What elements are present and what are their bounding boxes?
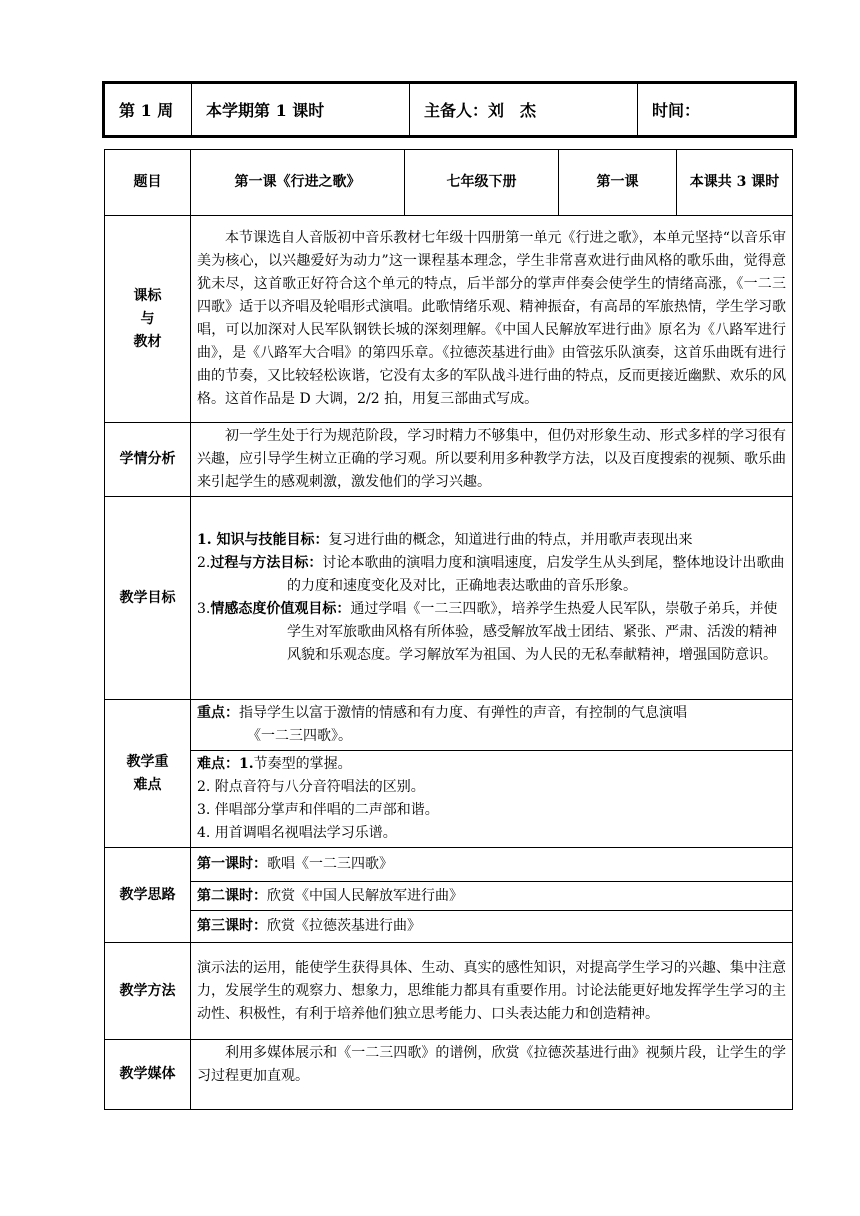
curriculum-row — [105, 216, 793, 423]
thinking-row-3 — [105, 911, 793, 943]
thinking-label: 教学思路 — [105, 848, 191, 943]
goal-1: 1. 知识与技能目标：复习进行曲的概念，知道进行曲的特点，并用歌声表现出来 — [197, 532, 693, 548]
analysis-row — [105, 423, 793, 497]
goals-content — [191, 497, 793, 700]
topic-title: 第一课《行进之歌》 — [191, 150, 405, 216]
keypoint-row — [105, 700, 793, 751]
preparer-cell: 主备人：刘 杰 — [410, 83, 638, 137]
time-cell: 时间： — [638, 83, 796, 137]
thinking-lesson-3: 第三课时：欣赏《拉德茨基进行曲》 — [191, 911, 793, 943]
curriculum-label: 课标 与 教材 — [105, 216, 191, 423]
topic-lesson: 第一课 — [559, 150, 677, 216]
goals-label: 教学目标 — [105, 497, 191, 700]
curriculum-text: 本节课选自人音版初中音乐教材七年级十四册第一单元《行进之歌》，本单元坚持“以音乐审美为核心，以兴趣爱好为动力”这一课程基本理念，学生非常喜欢进行曲风格的歌乐曲，觉得意犹未尽，这首歌正好符合这个单元的特点，后半部分的掌声伴奏会使学生的情绪高涨，《一二三四歌》适于以齐唱及轮唱形式演唱。此歌情绪乐观、精神振奋，有高昂的军旅热情，学生学习歌唱，可以加深对人民军队钢铁长城的深刻理解。《中国人民解放军进行曲》原名为《八路军进行曲》，是《八路军大合唱》的第四乐章。《拉德茨基进行曲》由管弦乐队演奏，这首乐曲既有进行曲的节奏，又比较轻松诙谐，它没有太多的军队战斗进行曲的特点，反而更接近幽默、欢乐的风格。这首作品是 D 大调，2/2 拍，用复三部曲式写成。 — [191, 216, 793, 423]
methods-label: 教学方法 — [105, 943, 191, 1040]
methods-text: 演示法的运用，能使学生获得具体、生动、真实的感性知识，对提高学生学习的兴趣、集中注意力，发展学生的观察力、想象力，思维能力都具有重要作用。讨论法能更好地发挥学生学习的主动性、积极性，有利于培养他们独立思考能力、口头表达能力和创造精神。 — [191, 943, 793, 1040]
week-cell: 第 1 周 — [104, 83, 192, 137]
analysis-label: 学情分析 — [105, 423, 191, 497]
methods-row — [105, 943, 793, 1040]
topic-grade: 七年级下册 — [405, 150, 559, 216]
thinking-lesson-1: 第一课时：歌唱《一二三四歌》 — [191, 848, 793, 882]
topic-total: 本课共 3 课时 — [677, 150, 793, 216]
difficulty-row — [105, 751, 793, 848]
topic-label: 题目 — [105, 150, 191, 216]
goal-2: 2.过程与方法目标：讨论本歌曲的演唱力度和演唱速度，启发学生从头到尾，整体地设计出歌曲的力度和速度变化及对比，正确地表达歌曲的音乐形象。 — [197, 555, 785, 594]
header-table — [102, 81, 794, 138]
goals-row — [105, 497, 793, 700]
media-row — [105, 1040, 793, 1110]
thinking-row-2 — [105, 882, 793, 911]
topic-row — [105, 150, 793, 216]
difficulty-content: 难点：1.节奏型的掌握。 2. 附点音符与八分音符唱法的区别。 3. 伴唱部分掌声和伴唱的二声部和谐。 4. 用首调唱名视唱法学习乐谱。 — [191, 751, 793, 848]
thinking-lesson-2: 第二课时：欣赏《中国人民解放军进行曲》 — [191, 882, 793, 911]
lesson-number-cell: 本学期第 1 课时 — [192, 83, 410, 137]
lesson-plan-table — [104, 149, 792, 1110]
keypoint-content: 重点：指导学生以富于激情的情感和有力度、有弹性的声音，有控制的气息演唱 《一二三四歌》。 — [191, 700, 793, 751]
media-text: 利用多媒体展示和《一二三四歌》的谱例，欣赏《拉德茨基进行曲》视频片段，让学生的学习过程更加直观。 — [191, 1040, 793, 1110]
keypoints-label: 教学重 难点 — [105, 700, 191, 848]
thinking-row-1 — [105, 848, 793, 882]
analysis-text: 初一学生处于行为规范阶段，学习时精力不够集中，但仍对形象生动、形式多样的学习很有兴趣，应引导学生树立正确的学习观。所以要利用多种教学方法，以及百度搜索的视频、歌乐曲来引起学生的感观刺激，激发他们的学习兴趣。 — [191, 423, 793, 497]
media-label: 教学媒体 — [105, 1040, 191, 1110]
goal-3: 3.情感态度价值观目标：通过学唱《一二三四歌》，培养学生热爱人民军队，崇敬子弟兵，并使学生对军旅歌曲风格有所体验，感受解放军战士团结、紧张、严肃、活泼的精神风貌和乐观态度。学习解放军为祖国、为人民的无私奉献精神，增强国防意识。 — [197, 601, 778, 663]
